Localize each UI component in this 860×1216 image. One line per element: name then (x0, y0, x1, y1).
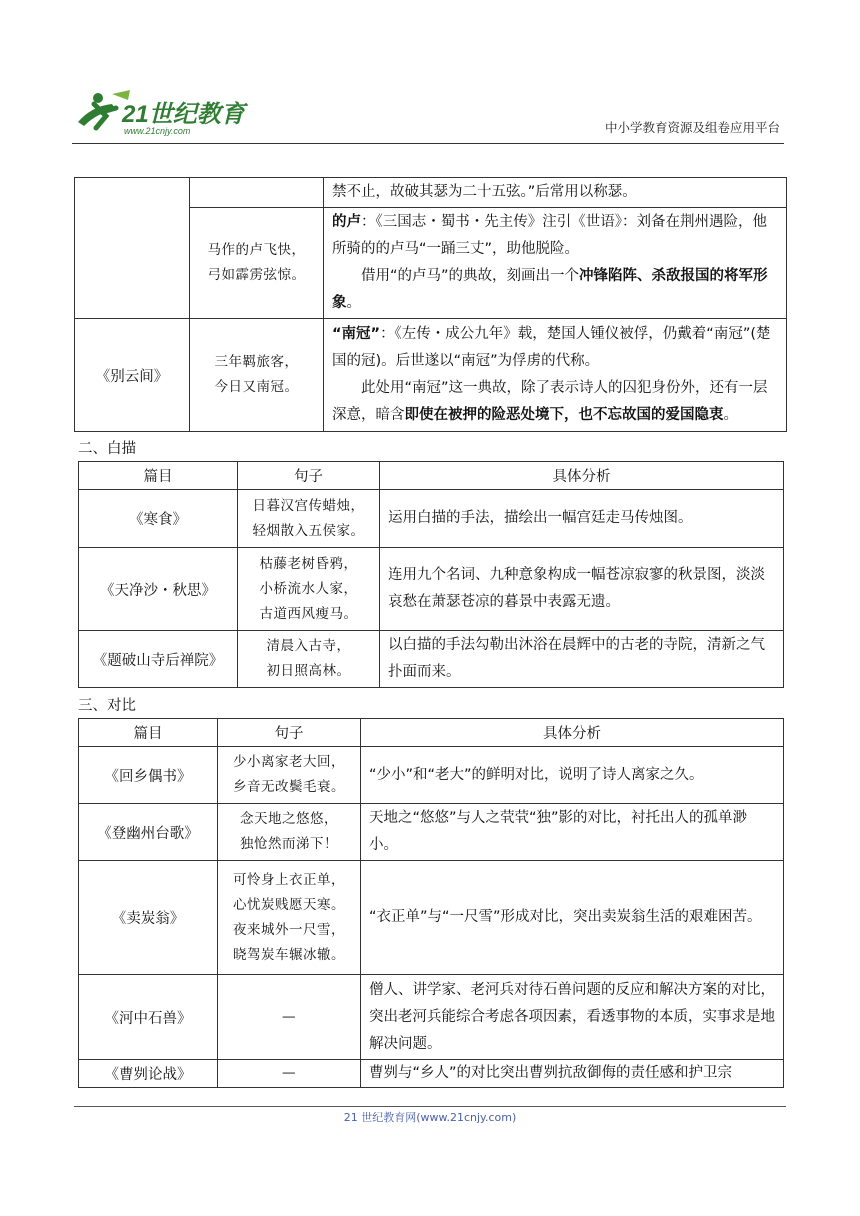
sentence-cell: 可怜身上衣正单， 心忧炭贱愿天寒。 夜来城外一尺雪， 晓驾炭车辗冰辙。 (218, 861, 361, 975)
table-row (79, 548, 784, 631)
analysis-cell: 僧人、讲学家、老河兵对待石兽问题的反应和解决方案的对比，突出老河兵能综合考虑各项因素，看透事物的本质，实事求是地解决问题。 (361, 975, 784, 1060)
table-row (79, 747, 784, 804)
title-cell: 《登幽州台歌》 (79, 804, 218, 861)
table-header-row (79, 719, 784, 747)
table-row (79, 975, 784, 1060)
table-row (75, 319, 787, 432)
column-header: 具体分析 (380, 462, 784, 490)
column-header: 篇目 (79, 719, 218, 747)
table-row (79, 490, 784, 548)
title-cell: 《别云间》 (75, 319, 190, 432)
svg-text:www.21cnjy.com: www.21cnjy.com (124, 126, 191, 136)
header-rule (72, 143, 784, 144)
title-cell (75, 178, 190, 319)
table-row (79, 861, 784, 975)
sentence-cell: 日暮汉宫传蜡烛， 轻烟散入五侯家。 (238, 490, 380, 548)
column-header: 句子 (238, 462, 380, 490)
table-row (79, 631, 784, 688)
title-cell: 《天净沙・秋思》 (79, 548, 238, 631)
analysis-cell: 禁不止，故破其瑟为二十五弦。”后常用以称瑟。 (324, 178, 787, 208)
table-row (75, 178, 787, 208)
column-header: 具体分析 (361, 719, 784, 747)
sentence-cell: 清晨入古寺， 初日照高林。 (238, 631, 380, 688)
column-header: 篇目 (79, 462, 238, 490)
section-heading-duibi: 三、对比 (78, 698, 136, 714)
title-cell: 《题破山寺后禅院》 (79, 631, 238, 688)
sentence-cell: 枯藤老树昏鸦， 小桥流水人家， 古道西风瘦马。 (238, 548, 380, 631)
page-header (72, 86, 784, 144)
analysis-cell: “南冠”：《左传・成公九年》载，楚国人锺仪被俘，仍戴着“南冠”(楚国的冠)。后世遂以“南冠”为俘虏的代称。 此处用“南冠”这一典故，除了表示诗人的囚犯身份外，还有一层深意，暗含即使在被押的险恶处境下，也不忘故国的爱国隐衷。 (324, 319, 787, 432)
analysis-cell: 连用九个名词、九种意象构成一幅苍凉寂寥的秋景图，淡淡哀愁在萧瑟苍凉的暮景中表露无遗。 (380, 548, 784, 631)
platform-label: 中小学教育资源及组卷应用平台 (604, 120, 780, 135)
sentence-cell: — (218, 975, 361, 1060)
table-header-row (79, 462, 784, 490)
baimiao-table (78, 461, 784, 688)
analysis-cell: 运用白描的手法，描绘出一幅宫廷走马传烛图。 (380, 490, 784, 548)
sentence-cell: 念天地之悠悠， 独怆然而涕下！ (218, 804, 361, 861)
allusion-table (74, 177, 787, 432)
column-header: 句子 (218, 719, 361, 747)
sentence-cell: 三年羁旅客， 今日又南冠。 (190, 319, 324, 432)
sentence-cell: 少小离家老大回， 乡音无改鬓毛衰。 (218, 747, 361, 804)
analysis-cell: 天地之“悠悠”与人之茕茕“独”影的对比，衬托出人的孤单渺小。 (361, 804, 784, 861)
svg-text:21世纪教育: 21世纪教育 (122, 101, 245, 128)
title-cell: 《寒食》 (79, 490, 238, 548)
sentence-cell: — (218, 1060, 361, 1088)
sentence-cell (190, 178, 324, 208)
analysis-cell: 的卢：《三国志・蜀书・先主传》注引《世语》：刘备在荆州遇险，他所骑的的卢马“一踊三丈”，助他脱险。 借用“的卢马”的典故，刻画出一个冲锋陷阵、杀敌报国的将军形象。 (324, 208, 787, 319)
title-cell: 《卖炭翁》 (79, 861, 218, 975)
sentence-cell: 马作的卢飞快， 弓如霹雳弦惊。 (190, 208, 324, 319)
analysis-cell: 以白描的手法勾勒出沐浴在晨辉中的古老的寺院，清新之气扑面而来。 (380, 631, 784, 688)
footer-link[interactable]: 21 世纪教育网(www.21cnjy.com) (343, 1111, 517, 1124)
analysis-cell: 曹刿与“乡人”的对比突出曹刿抗敌御侮的责任感和护卫宗 (361, 1060, 784, 1088)
title-cell: 《回乡偶书》 (79, 747, 218, 804)
duibi-table (78, 718, 784, 1088)
title-cell: 《河中石兽》 (79, 975, 218, 1060)
table-row (79, 1060, 784, 1088)
title-cell: 《曹刿论战》 (79, 1060, 218, 1088)
analysis-cell: “少小”和“老大”的鲜明对比，说明了诗人离家之久。 (361, 747, 784, 804)
footer-rule (74, 1106, 786, 1107)
table-row (79, 804, 784, 861)
section-heading-baimiao: 二、白描 (78, 441, 136, 457)
analysis-cell: “衣正单”与“一尺雪”形成对比，突出卖炭翁生活的艰难困苦。 (361, 861, 784, 975)
site-logo (72, 88, 312, 138)
